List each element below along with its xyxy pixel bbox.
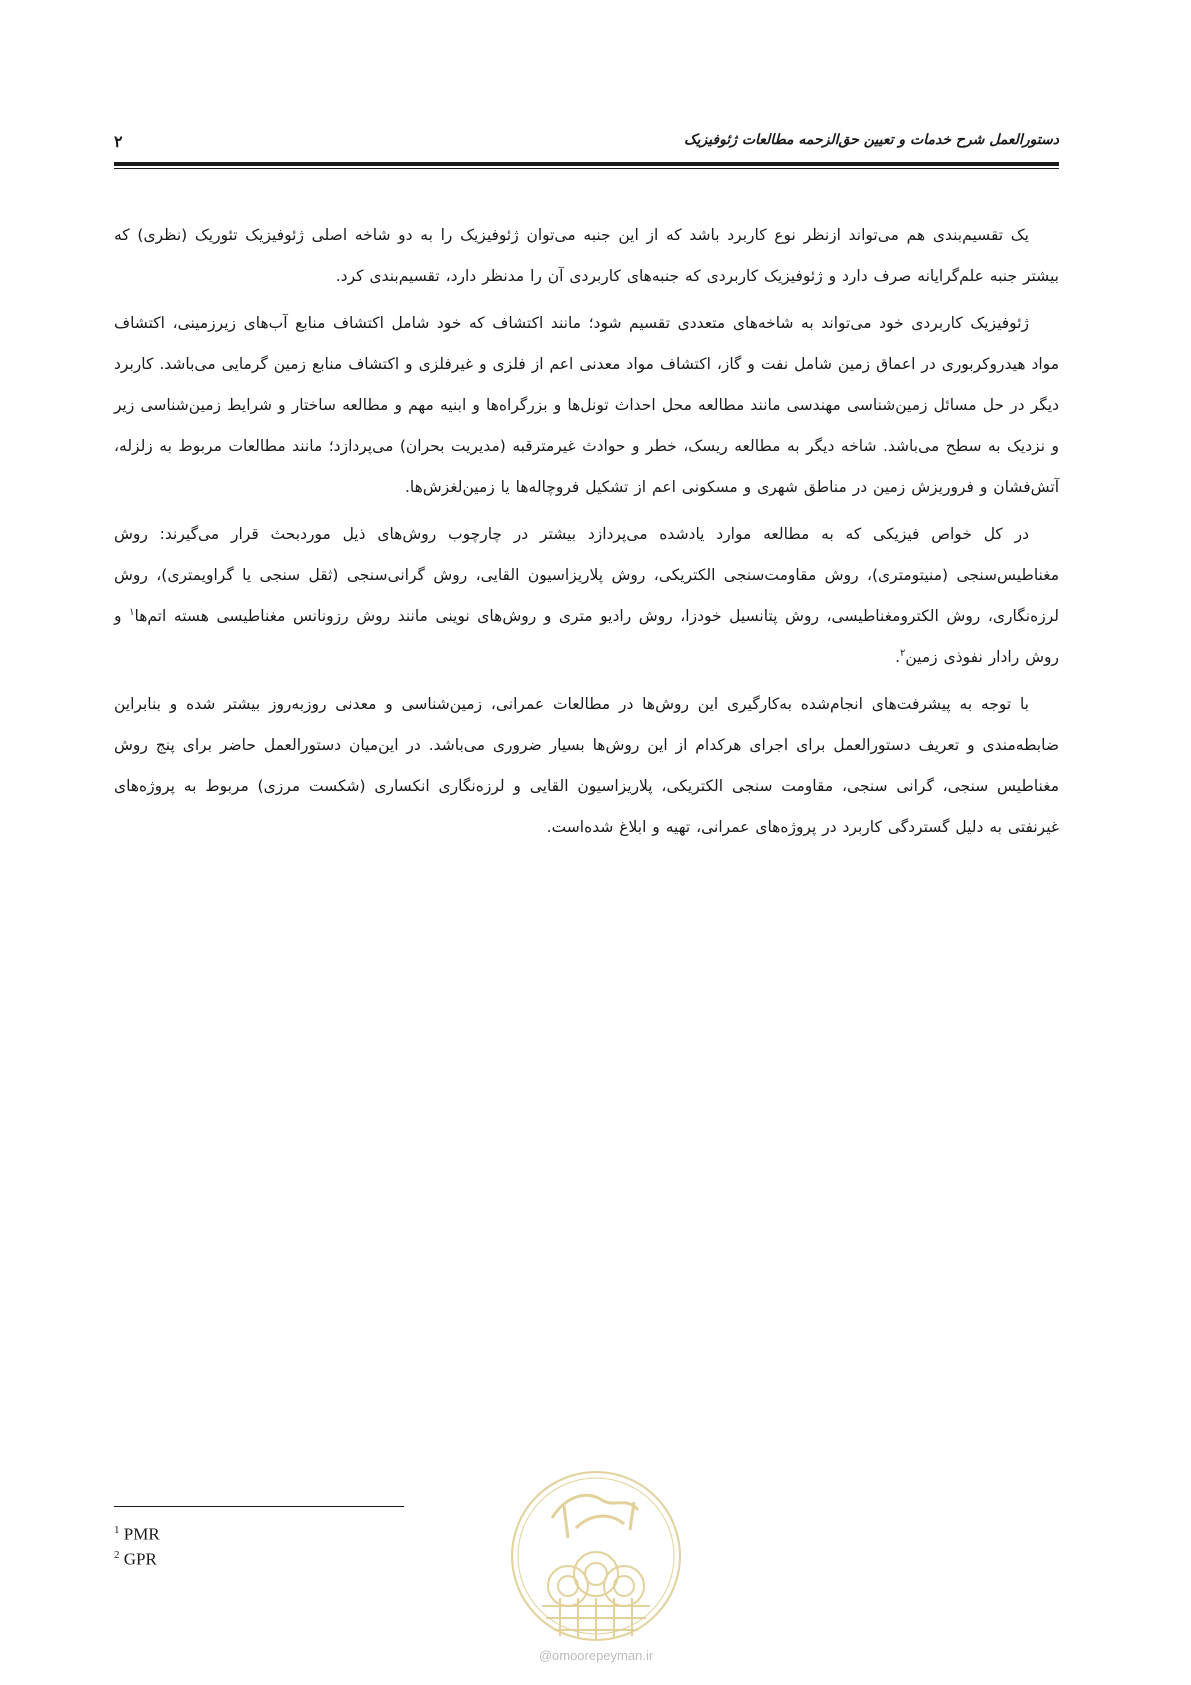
paragraph-3-end: . <box>895 648 900 666</box>
paragraph-3 <box>114 514 1059 678</box>
paragraph-1: یک تقسیم‌بندی هم می‌تواند ازنظر نوع کاربرد باشد که از این جنبه می‌توان ژئوفیزیک را به دو شاخه اصلی ژئوفیزیک تئوریک (نظری) که بیشتر جنبه علم‌گرایانه صرف دارد و ژئوفیزیک کاربردی که جنبه‌های کاربردی آن را مدنظر دارد، تقسیم‌بندی کرد. <box>114 226 1059 285</box>
footnotes <box>114 1520 160 1569</box>
body-text <box>114 215 1059 854</box>
paragraph-3-text-cont: و روش رادار نفوذی زمین <box>114 607 1059 666</box>
paragraph-4: با توجه به پیشرفت‌های انجام‌شده به‌کارگیری این روش‌ها در مطالعات عمرانی، زمین‌شناسی و معدنی روزبه‌روز بیشتر شده و بنابراین ضابطه‌مندی و تعریف دستورالعمل برای اجرای هرکدام از این روش‌ها بسیار ضروری می‌باشد. در این‌میان دستورالعمل حاضر برای پنج روش مغناطیس سنجی، گرانی سنجی، مقاومت سنجی الکتریکی، پلاریزاسیون القایی و لرزه‌نگاری انکساری (شکست مرزی) مربوط به پروژه‌های غیرنفتی به دلیل گستردگی کاربرد در پروژه‌های عمرانی، تهیه و ابلاغ شده‌است. <box>114 695 1059 836</box>
page-header <box>114 132 1059 154</box>
header-rule-thin <box>114 168 1059 169</box>
footnote-2-number: 2 <box>114 1548 120 1561</box>
page-number: ۲ <box>114 132 123 151</box>
footnote-rule <box>114 1506 404 1507</box>
footnote-1-number: 1 <box>114 1524 120 1536</box>
footnote-marker-2[interactable]: ۲ <box>900 647 906 659</box>
paragraph-3-text: در کل خواص فیزیکی که به مطالعه موارد یادشده می‌پردازد بیشتر در چارچوب روش‌های ذیل موردبحث قرار می‌گیرند: روش مغناطیس‌سنجی (منیتومتری)، روش مقاومت‌سنجی الکتریکی، روش پلاریزاسیون القایی، روش گرانی‌سنجی (ثقل سنجی یا گراویمتری)، روش لرزه‌نگاری، روش الکترومغناطیسی، روش پتانسیل خودزا، روش رادیو متری و روش‌های نوینی مانند روش رزونانس مغناطیسی هسته اتم‌ها <box>114 525 1059 625</box>
watermark-site: @omoorepeyman.ir <box>538 1648 654 1663</box>
header-title: دستورالعمل شرح خدمات و تعیین حق‌الزحمه مطالعات ژئوفیزیک <box>684 132 1059 148</box>
footnote-1 <box>114 1520 160 1545</box>
header-rule-thick <box>114 162 1059 166</box>
footnote-1-text: PMR <box>123 1524 160 1544</box>
footnote-2-text: GPR <box>123 1549 157 1569</box>
seal-watermark-logo <box>506 1466 686 1646</box>
footnote-marker-1[interactable]: ۱ <box>129 606 135 618</box>
paragraph-2: ژئوفیزیک کاربردی خود می‌تواند به شاخه‌های متعددی تقسیم شود؛ مانند اکتشاف که خود شامل اکتشاف منابع آب‌های زیرزمینی، اکتشاف مواد هیدروکربوری در اعماق زمین شامل نفت و گاز، اکتشاف مواد معدنی اعم از فلزی و غیرفلزی و اکتشاف منابع زمین گرمایی می‌باشد. کاربرد دیگر در حل مسائل زمین‌شناسی مهندسی مانند مطالعه محل احداث تونل‌ها و بزرگراه‌ها و ابنیه مهم و مطالعه ساختار و شرایط زمین‌شناسی زیر و نزدیک به سطح می‌باشد. شاخه دیگر به مطالعه ریسک، خطر و حوادث غیرمترقبه (مدیریت بحران) می‌پردازد؛ مانند مطالعات مربوط به زلزله، آتش‌فشان و فروریزش زمین در مناطق شهری و مسکونی اعم از تشکیل فروچاله‌ها یا زمین‌لغزش‌ها. <box>114 314 1059 496</box>
footnote-2 <box>114 1545 160 1570</box>
